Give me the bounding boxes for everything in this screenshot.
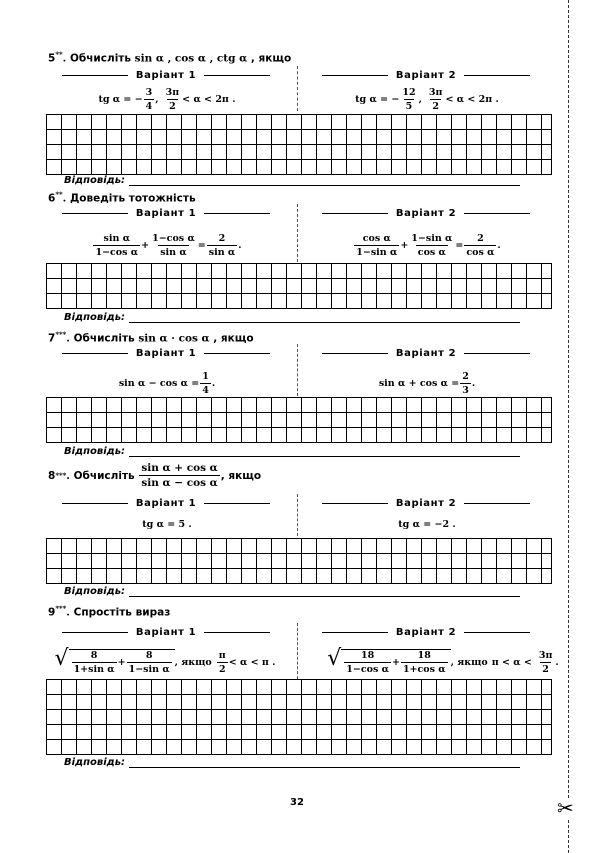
- task-6-variant-2-label: Варіант 2: [322, 208, 530, 219]
- task-9-variant-2-formula: √ $\frac{18}{\text{1−cos α}}$ + $\frac{18}{\text{1+cos α}}$ , якщо π < α < $\frac{3\pi}{2}$ .: [327, 646, 559, 675]
- task-5-variant-1-formula: tg α = − $\frac{3}{4}$ , $\frac{3\pi}{2}$ < α < 2π .: [98, 86, 236, 112]
- task-8-variant-1-label: Варіант 1: [62, 498, 270, 509]
- variant-divider: [297, 623, 298, 679]
- task-9-variant-1-label: Варіант 1: [62, 627, 270, 638]
- task-8-variant-2-formula: tg α = −2 .: [398, 518, 456, 530]
- sqrt-symbol: √ $\frac{18}{\text{1−cos α}}$ + $\frac{18}{\text{1+cos α}}$: [327, 649, 450, 675]
- task-6-variant-2-formula: $\frac{\text{cos α}}{\text{1−sin α}}$ + $\frac{\text{1−sin α}}{\text{cos α}}$ = $\frac{2}{\text{cos α}}$ .: [356, 232, 501, 258]
- task-7-variant-2-label: Варіант 2: [322, 348, 530, 359]
- task-8-variant-1-formula: tg α = 5 .: [142, 518, 192, 530]
- cut-line: [568, 0, 569, 853]
- scissors-icon: ✂: [557, 796, 574, 820]
- task-8-answer-grid[interactable]: [46, 538, 552, 584]
- task-7-variant-1-label: Варіант 1: [62, 348, 270, 359]
- page-number: 32: [290, 797, 304, 808]
- variant-divider: [297, 66, 298, 111]
- task-5-answer-line[interactable]: Відповідь:: [64, 175, 520, 186]
- task-7-variant-1-formula: sin α − cos α = $\frac{1}{4}$ .: [118, 370, 216, 396]
- task-5-variant-2-label: Варіант 2: [322, 70, 530, 81]
- task-6-variant-1-formula: $\frac{\text{sin α}}{\text{1−cos α}}$ + $\frac{\text{1−cos α}}{\text{sin α}}$ = $\frac{2}{\text{sin α}}$ .: [95, 232, 242, 258]
- task-6-answer-grid[interactable]: [46, 263, 552, 309]
- task-5-variant-2-formula: tg α = − $\frac{12}{5}$ , $\frac{3\pi}{2}$ < α < 2π .: [355, 86, 499, 112]
- task-8-answer-line[interactable]: Відповідь:: [64, 586, 520, 597]
- task-5-variant-1-label: Варіант 1: [62, 70, 270, 81]
- task-7-answer-grid[interactable]: [46, 397, 552, 443]
- task-9-title: 9***. Спростіть вираз: [48, 604, 171, 619]
- task-5-title: 5**. Обчисліть sin α , cos α , ctg α , якщо: [48, 50, 292, 65]
- task-9-answer-grid[interactable]: [46, 679, 552, 755]
- task-7-variant-2-formula: sin α + cos α = $\frac{2}{3}$ .: [378, 370, 476, 396]
- task-7-title: 7***. Обчисліть sin α · cos α , якщо: [48, 330, 254, 345]
- task-9-answer-line[interactable]: Відповідь:: [64, 757, 520, 768]
- task-6-answer-line[interactable]: Відповідь:: [64, 312, 520, 323]
- task-8-variant-2-label: Варіант 2: [322, 498, 530, 509]
- sqrt-symbol: √ $\frac{8}{\text{1+sin α}}$ + $\frac{8}{\text{1−sin α}}$: [55, 649, 175, 675]
- task-6-variant-1-label: Варіант 1: [62, 208, 270, 219]
- task-9-variant-1-formula: √ $\frac{8}{\text{1+sin α}}$ + $\frac{8}{\text{1−sin α}}$ , якщо $\frac{\pi}{2}$ < α < π .: [54, 646, 276, 675]
- variant-divider: [297, 344, 298, 396]
- task-9-variant-2-label: Варіант 2: [322, 627, 530, 638]
- variant-divider: [297, 204, 298, 262]
- variant-divider: [297, 494, 298, 536]
- task-7-answer-line[interactable]: Відповідь:: [64, 446, 520, 457]
- task-5-answer-grid[interactable]: [46, 114, 552, 175]
- task-8-title: 8 *** . Обчисліть $\frac{\text{sin α + cos α}}{\text{sin α − cos α}}$ , якщо: [48, 462, 262, 489]
- task-6-title: 6**. Доведіть тотожність: [48, 190, 196, 205]
